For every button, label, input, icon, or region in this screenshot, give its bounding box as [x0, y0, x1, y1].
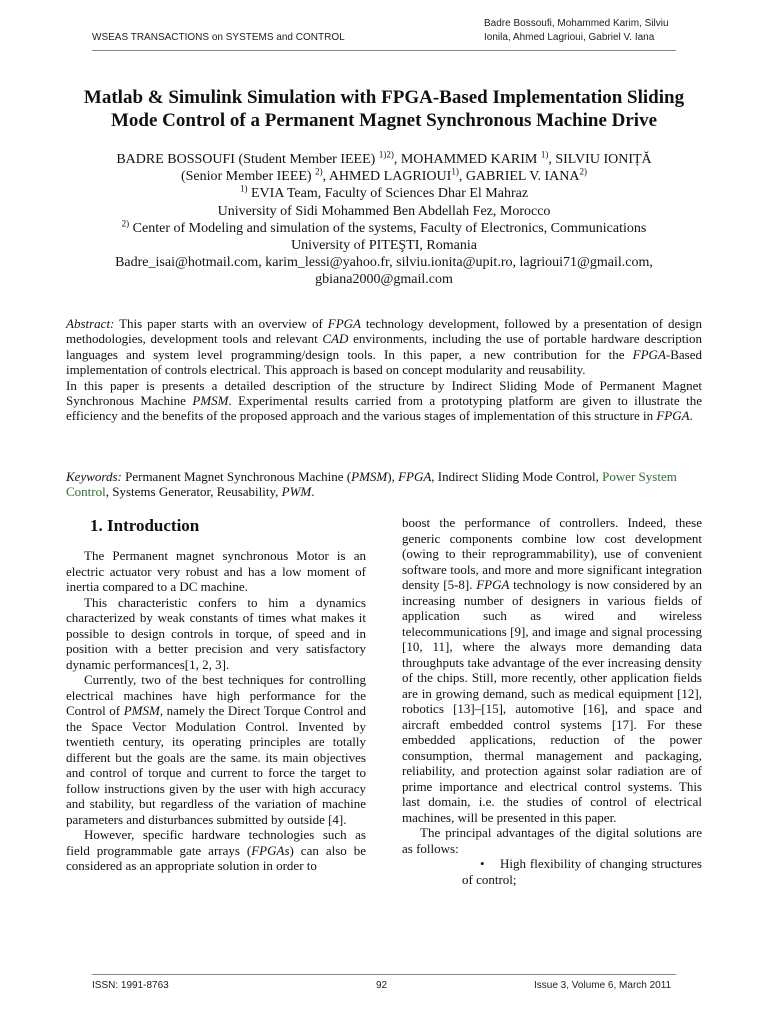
abstract-paragraph-1 — [66, 316, 702, 378]
aff1-sup: 1) — [239, 183, 248, 194]
left-term: PMSM — [123, 703, 160, 718]
left-paragraph-4 — [66, 827, 366, 874]
abstract-text: environments, including the use of portable hardware description languages and system level programming/design tools. In this paper, a new contribution for the — [66, 331, 702, 362]
affiliation-2-line1 — [70, 220, 698, 237]
right-term: FPGA — [476, 577, 510, 592]
keywords-label: Keywords: — [66, 469, 122, 484]
abstract-term: FPGA — [327, 316, 361, 331]
left-text: , namely the Direct Torque Control and the Space Vector Modulation Control. Invented by twentieth century, its operating principles are totally different but the goals are the same. its main objectives and control of torque and current to force the target to follow instructions given by the user with high accuracy and stability, but regardless of the variation of machine parameters and disturbances submitted by outside [4]. — [66, 703, 366, 827]
author-3: , SILVIU IONIȚĂ — [548, 152, 652, 167]
section-heading-introduction: 1. Introduction — [90, 516, 200, 535]
author-1: BADRE BOSSOUFI (Student Member IEEE) — [116, 152, 379, 167]
abstract-text: -Based implementation of controls electrical. This approach is based on concept modularity and reusability. — [66, 346, 702, 378]
left-paragraph-1: The Permanent magnet synchronous Motor is an electric actuator very robust and has a low moment of inertia compared to a DC machine. — [66, 548, 366, 594]
author-2-sup: 1) — [540, 149, 549, 160]
bullet-item-1 — [402, 856, 702, 887]
header-authors-line1: Badre Bossoufi, Mohammed Karim, Silviu — [484, 18, 669, 29]
left-term: FPGAs — [251, 842, 290, 858]
keywords-text: . — [311, 484, 315, 500]
author-5-sup: 2) — [579, 166, 588, 177]
abstract-term: FPGA — [656, 408, 690, 424]
keywords-text: , Indirect Sliding Mode Control, — [431, 469, 603, 484]
keywords-term: PMSM — [351, 469, 388, 484]
affiliation-1-line1 — [70, 185, 698, 202]
footer-issn: ISSN: 1991-8763 — [92, 980, 169, 991]
abstract-term: PMSM — [192, 393, 229, 409]
author-1-sup: 1)2) — [378, 149, 394, 160]
keywords-text: Permanent Magnet Synchronous Machine ( — [121, 469, 352, 484]
footer-page-number: 92 — [376, 980, 388, 991]
journal-header: WSEAS TRANSACTIONS on SYSTEMS and CONTROL — [92, 32, 345, 43]
author-4-sup: 1) — [451, 166, 459, 177]
affiliation-2-line2: University of PITEŞTI, Romania — [291, 238, 477, 254]
paper-title: Matlab & Simulink Simulation with FPGA-Based Implementation Sliding Mode Control of a Permanent Magnet Synchronous Machine Drive — [83, 87, 685, 131]
keywords — [66, 469, 702, 500]
right-paragraph-1 — [402, 515, 702, 825]
left-text: Currently, two of the best techniques for controlling electrical machines have high performance for the Control of — [66, 672, 366, 718]
abstract-paragraph-2 — [66, 378, 702, 424]
right-text: technology is now considered by an increasing number of designers in various fields of application such as wired and wireless telecommunications [9], and image and signal processing [10, 11], where the always more demanding data throughputs take advantage of the ever increasing density of the chips. Still, more recently, other application fields are in growing demand, such as medical equipment [12], robotics [13]–[15], automotive [16], and space and aircraft embedded control systems [17]. For these embedded applications, reduction of the power consumption, thermal management and packaging, reliability, and protection against solar radiation are of prime importance and electrical control systems. This last domain, i.e. the studies of control of electrical machines, will be presented in this paper. — [402, 577, 702, 825]
abstract-text: This paper starts with an overview of — [114, 316, 328, 331]
left-paragraph-3 — [66, 672, 366, 827]
emails-line2: gbiana2000@gmail.com — [315, 272, 453, 288]
abstract-text: . Experimental results carried from a prototyping platform are given to illustrate the efficiency and the benefits of the proposed approach and the various stages of implementation of this structure in — [66, 393, 703, 424]
bullet-text: High flexibility of changing structures of control; — [462, 856, 702, 887]
emails-line1: Badre_isai@hotmail.com, karim_lessi@yahoo.fr, silviu.ionita@upit.ro, lagrioui71@gmail.com, — [115, 255, 653, 271]
keywords-text: ), — [387, 469, 399, 484]
header-authors-line2: Ionila, Ahmed Lagrioui, Gabriel V. Iana — [484, 32, 655, 43]
abstract-text: In this paper is presents a detailed description of the structure by Indirect Sliding Mode of Permanent Magnet Synchronous Machine — [66, 377, 702, 409]
keywords-text: , Systems Generator, Reusability, — [105, 484, 282, 500]
abstract-text: . — [689, 408, 693, 424]
right-column — [402, 515, 702, 887]
author-block — [70, 151, 698, 289]
right-text: boost the performance of controllers. Indeed, these generic components combine low cost development (owing to their reprogrammability), use of convenient software tools, and more and more significant integration density [5-8]. — [402, 515, 702, 592]
left-text: ) can also be considered as an appropriate solution in order to — [66, 842, 366, 873]
abstract-text: technology development, followed by a presentation of design methodologies, development tools and relevant — [66, 316, 702, 347]
left-text: However, specific hardware technologies such as field programmable gate arrays ( — [66, 827, 366, 858]
author-line-2 — [70, 168, 698, 185]
aff2-sup: 2) — [121, 218, 130, 229]
keywords-term: FPGA — [398, 469, 432, 484]
left-paragraph-2: This characteristic confers to him a dynamics characterized by weak constants of times what makes it possible to design controls in torque, of speed and in position with a better precision and very satisfactory dynamic performances[1, 2, 3]. — [66, 594, 366, 672]
right-paragraph-2: The principal advantages of the digital solutions are as follows: — [402, 825, 702, 856]
aff1-text: EVIA Team, Faculty of Sciences Dhar El Mahraz — [247, 186, 529, 202]
author-5: , GABRIEL V. IANA — [458, 169, 580, 185]
abstract-term: FPGA — [632, 346, 666, 362]
keywords-highlight: Power System Control — [66, 469, 677, 500]
header-rule — [92, 50, 676, 51]
author-2: , MOHAMMED KARIM — [393, 152, 541, 167]
affiliation-1-line2: University of Sidi Mohammed Ben Abdellah Fez, Morocco — [217, 203, 551, 219]
abstract — [66, 316, 702, 424]
aff2-text: Center of Modeling and simulation of the systems, Faculty of Electronics, Communications — [129, 220, 647, 236]
author-3-sup: 2) — [315, 166, 323, 177]
author-line-1 — [70, 151, 698, 168]
left-column — [66, 548, 366, 874]
author-4: , AHMED LAGRIOUI — [322, 169, 452, 185]
abstract-label: Abstract: — [66, 316, 115, 331]
author-3-role: (Senior Member IEEE) — [180, 169, 316, 185]
bullet-dot-icon: • — [480, 856, 485, 871]
footer-issue: Issue 3, Volume 6, March 2011 — [534, 980, 672, 991]
keywords-term: PWM — [281, 484, 312, 500]
header-authors — [484, 17, 714, 45]
footer-rule — [92, 974, 676, 975]
abstract-term: CAD — [322, 331, 349, 347]
